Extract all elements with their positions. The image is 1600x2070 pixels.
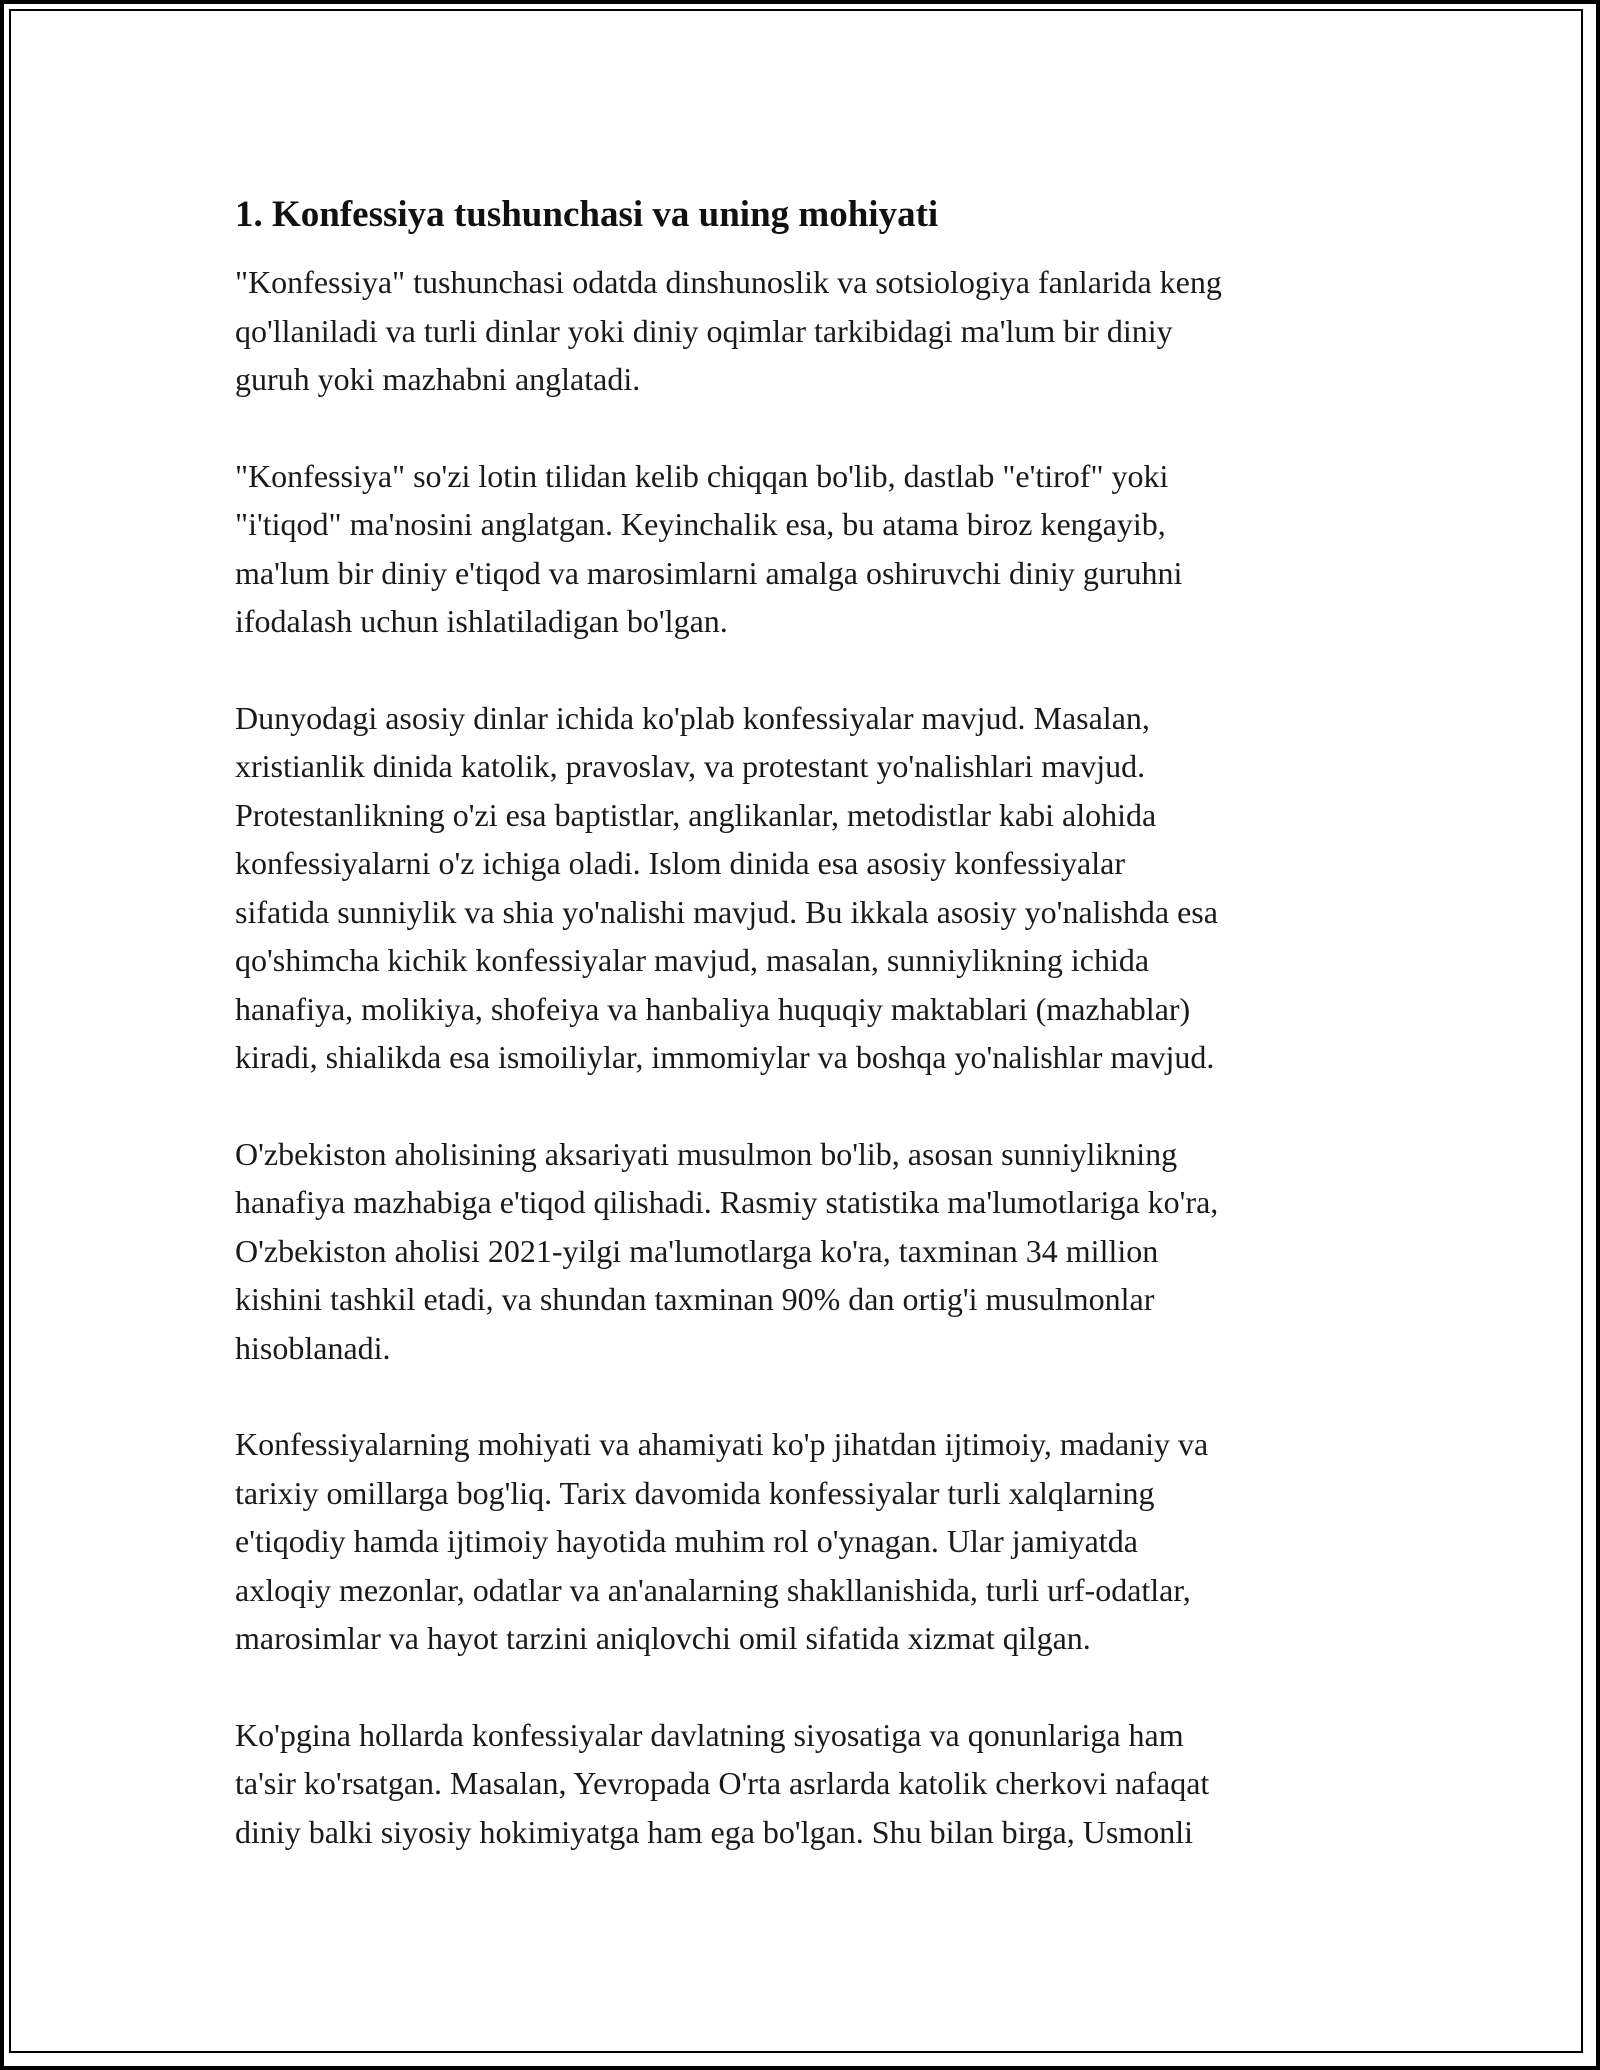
text-line: qo'shimcha kichik konfessiyalar mavjud, masalan, sunniylikning ichida <box>235 942 1150 978</box>
text-line: hanafiya, molikiya, shofeiya va hanbaliya huquqiy maktablari (mazhablar) <box>235 990 1191 1027</box>
paragraph-uzbekistan <box>235 1130 1385 1373</box>
text-line: marosimlar va hayot tarzini aniqlovchi omil sifatida xizmat qilgan. <box>235 1620 1091 1656</box>
text-line: tarixiy omillarga bog'liq. Tarix davomida konfessiyalar turli xalqlarning <box>235 1474 1155 1511</box>
text-line: ta'sir ko'rsatgan. Masalan, Yevropada O'rta asrlarda katolik cherkovi nafaqat <box>235 1765 1210 1801</box>
text-line: Protestanlikning o'zi esa baptistlar, anglikanlar, metodistlar kabi alohida <box>235 796 1157 833</box>
text-line: axloqiy mezonlar, odatlar va an'analarning shakllanishida, turli urf-odatlar, <box>235 1571 1191 1608</box>
text-line: hisoblanadi. <box>235 1329 391 1366</box>
text-line: ifodalash uchun ishlatiladigan bo'lgan. <box>235 603 728 639</box>
paragraph-etymology <box>235 452 1385 646</box>
text-line: kishini tashkil etadi, va shundan taxminan 90% dan ortig'i musulmonlar <box>235 1281 1155 1317</box>
text-line: diniy balki siyosiy hokimiyatga ham ega bo'lgan. Shu bilan birga, Usmonli <box>235 1813 1193 1850</box>
text-line: Dunyodagi asosiy dinlar ichida ko'plab konfessiyalar mavjud. Masalan, <box>235 699 1150 736</box>
section-heading: 1. Konfessiya tushunchasi va uning mohiyati <box>235 194 939 235</box>
text-line: qo'llaniladi va turli dinlar yoki diniy oqimlar tarkibidagi ma'lum bir diniy <box>235 312 1173 349</box>
paragraph-definition <box>235 258 1385 404</box>
text-line: guruh yoki mazhabni anglatadi. <box>235 361 641 397</box>
paragraph-politics <box>235 1711 1385 1857</box>
document-body <box>235 190 1385 1904</box>
paragraph-significance <box>235 1420 1385 1663</box>
paragraph-world-confessions <box>235 694 1385 1082</box>
text-line: sifatida sunniylik va shia yo'nalishi mavjud. Bu ikkala asosiy yo'nalishda esa <box>235 893 1218 930</box>
text-line: konfessiyalarni o'z ichiga oladi. Islom dinida esa asosiy konfessiyalar <box>235 845 1125 881</box>
text-line: Konfessiyalarning mohiyati va ahamiyati ko'p jihatdan ijtimoiy, madaniy va <box>235 1426 1209 1462</box>
text-line: kiradi, shialikda esa ismoiliylar, immomiylar va boshqa yo'nalishlar mavjud. <box>235 1039 1215 1075</box>
text-line: ma'lum bir diniy e'tiqod va marosimlarni amalga oshiruvchi diniy guruhni <box>235 554 1183 591</box>
text-line: xristianlik dinida katolik, pravoslav, va protestant yo'nalishlari mavjud. <box>235 748 1146 784</box>
text-line: Ko'pgina hollarda konfessiyalar davlatning siyosatiga va qonunlariga ham <box>235 1716 1184 1753</box>
text-line: O'zbekiston aholisi 2021-yilgi ma'lumotlarga ko'ra, taxminan 34 million <box>235 1232 1159 1269</box>
text-line: O'zbekiston aholisining aksariyati musulmon bo'lib, asosan sunniylikning <box>235 1135 1178 1172</box>
text-line: "Konfessiya" so'zi lotin tilidan kelib chiqqan bo'lib, dastlab "e'tirof" yoki <box>235 457 1169 494</box>
text-line: e'tiqodiy hamda ijtimoiy hayotida muhim rol o'ynagan. Ular jamiyatda <box>235 1523 1138 1559</box>
text-line: "Konfessiya" tushunchasi odatda dinshunoslik va sotsiologiya fanlarida keng <box>235 264 1222 300</box>
text-line: hanafiya mazhabiga e'tiqod qilishadi. Rasmiy statistika ma'lumotlariga ko'ra, <box>235 1184 1219 1220</box>
text-line: "i'tiqod" ma'nosini anglatgan. Keyinchalik esa, bu atama biroz kengayib, <box>235 506 1166 542</box>
